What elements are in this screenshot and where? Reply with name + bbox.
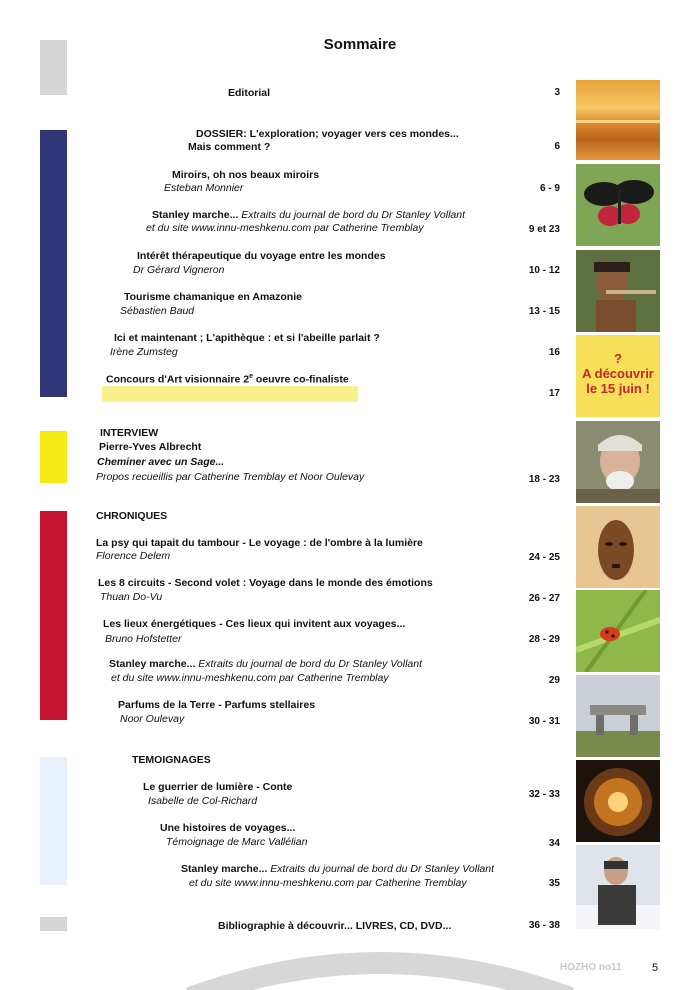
entry-author-interet: Dr Gérard Vigneron <box>133 264 225 276</box>
section-heading-interview: INTERVIEW <box>100 427 159 439</box>
entry-author-miroirs: Esteban Monnier <box>164 182 244 194</box>
butterfly-image <box>576 164 660 246</box>
page-psy: 24 - 25 <box>528 552 560 563</box>
page-editorial: 3 <box>554 87 560 98</box>
red-bar <box>40 511 67 720</box>
lightblue-bar <box>40 757 67 885</box>
entry-title-stanley-1[interactable]: Stanley marche... Extraits du journal de bord du Dr Stanley Vollant <box>152 209 466 221</box>
interview-subtitle[interactable]: Cheminer avec un Sage... <box>97 456 225 468</box>
entry-title-biblio[interactable]: Bibliographie à découvrir... LIVRES, CD, DVD... <box>218 920 452 932</box>
page-histoires: 34 <box>548 838 560 849</box>
entry-title-guerrier[interactable]: Le guerrier de lumière - Conte <box>143 781 293 793</box>
page-circuits: 26 - 27 <box>528 593 560 604</box>
entry-title-circuits[interactable]: Les 8 circuits - Second volet : Voyage dans le monde des émotions <box>98 577 433 589</box>
section-heading-chroniques: CHRONIQUES <box>96 510 168 522</box>
ladybug-image <box>576 590 660 672</box>
entry-title-interet[interactable]: Intérêt thérapeutique du voyage entre les mondes <box>137 250 386 262</box>
dolmen-image <box>576 675 660 757</box>
entry-title-editorial[interactable]: Editorial <box>228 87 271 99</box>
page-concours: 17 <box>548 388 560 399</box>
drum-light-image <box>576 760 660 842</box>
entry-author-ici: Irène Zumsteg <box>110 346 178 358</box>
section-heading-temoignages: TEMOIGNAGES <box>132 754 211 766</box>
entry-title-stanley-3[interactable]: Stanley marche... Extraits du journal de bord du Dr Stanley Vollant <box>181 863 495 875</box>
entry-title-ici[interactable]: Ici et maintenant ; L'apithèque : et si l'abeille parlait ? <box>114 332 380 344</box>
entry-title-histoires[interactable]: Une histoires de voyages... <box>160 822 296 834</box>
entry-title-miroirs[interactable]: Miroirs, oh nos beaux miroirs <box>172 169 320 181</box>
page-interet: 10 - 12 <box>528 265 560 276</box>
entry-title-tourisme[interactable]: Tourisme chamanique en Amazonie <box>124 291 302 303</box>
entry-author-guerrier: Isabelle de Col-Richard <box>148 795 258 807</box>
entry-title-dossier[interactable]: DOSSIER: L'exploration; voyager vers ces mondes... <box>196 128 459 140</box>
page-stanley-3: 35 <box>548 878 560 889</box>
entry-title-psy[interactable]: La psy qui tapait du tambour - Le voyage : de l'ombre à la lumière <box>96 537 423 549</box>
page-biblio: 36 - 38 <box>528 920 560 931</box>
page-lieux: 28 - 29 <box>528 634 560 645</box>
sunset-image <box>576 80 660 160</box>
page-parfums: 30 - 31 <box>528 716 560 727</box>
interview-name[interactable]: Pierre-Yves Albrecht <box>99 441 202 453</box>
elder-portrait-image <box>576 421 660 503</box>
entry-title-parfums[interactable]: Parfums de la Terre - Parfums stellaires <box>118 699 316 711</box>
page-dossier: 6 <box>554 141 560 152</box>
footer-magazine: HOZHO no11 <box>560 962 622 973</box>
decorative-arc <box>180 938 580 990</box>
mask-image <box>576 506 660 588</box>
entry-title-lieux[interactable]: Les lieux énergétiques - Ces lieux qui invitent aux voyages... <box>103 618 406 630</box>
footer-page-number: 5 <box>652 962 659 974</box>
page-guerrier: 32 - 33 <box>528 789 560 800</box>
page-ici: 16 <box>548 347 560 358</box>
promo-box[interactable] <box>576 335 660 417</box>
gray-bar-bottom <box>40 917 67 931</box>
interview-credit: Propos recueillis par Catherine Tremblay et Noor Oulevay <box>96 471 365 483</box>
entry-author-psy: Florence Delem <box>96 550 171 562</box>
skier-image <box>576 845 660 929</box>
page-tourisme: 13 - 15 <box>528 306 560 317</box>
entry-author-lieux: Bruno Hofstetter <box>105 633 182 645</box>
entry-line2-stanley-2: et du site www.innu-meshkenu.com par Catherine Tremblay <box>111 672 389 684</box>
page-miroirs: 6 - 9 <box>539 183 560 194</box>
promo-line1: A découvrir <box>582 366 654 381</box>
entry-author-tourisme: Sébastien Baud <box>120 305 195 317</box>
page-stanley-2: 29 <box>548 675 560 686</box>
promo-question: ? <box>614 351 622 366</box>
page-title: Sommaire <box>323 36 397 53</box>
promo-line2: le 15 juin ! <box>586 381 650 396</box>
entry-line2-stanley-1: et du site www.innu-meshkenu.com par Catherine Tremblay <box>146 222 424 234</box>
navy-bar <box>40 130 67 397</box>
highlight-bar <box>102 386 358 402</box>
entry-author-histoires: Témoignage de Marc Vallélian <box>166 836 308 848</box>
indigenous-man-image <box>576 250 660 332</box>
page-stanley-1: 9 et 23 <box>528 224 560 235</box>
entry-line2-stanley-3: et du site www.innu-meshkenu.com par Catherine Tremblay <box>189 877 467 889</box>
page-interview: 18 - 23 <box>528 474 560 485</box>
entry-author-parfums: Noor Oulevay <box>120 713 185 725</box>
yellow-bar <box>40 431 67 483</box>
entry-author-circuits: Thuan Do-Vu <box>100 591 163 603</box>
entry-title-stanley-2[interactable]: Stanley marche... Extraits du journal de bord du Dr Stanley Vollant <box>109 658 423 670</box>
entry-title-dossier-2[interactable]: Mais comment ? <box>188 141 271 153</box>
entry-title-concours[interactable]: Concours d'Art visionnaire 2e oeuvre co-finaliste <box>106 373 349 386</box>
